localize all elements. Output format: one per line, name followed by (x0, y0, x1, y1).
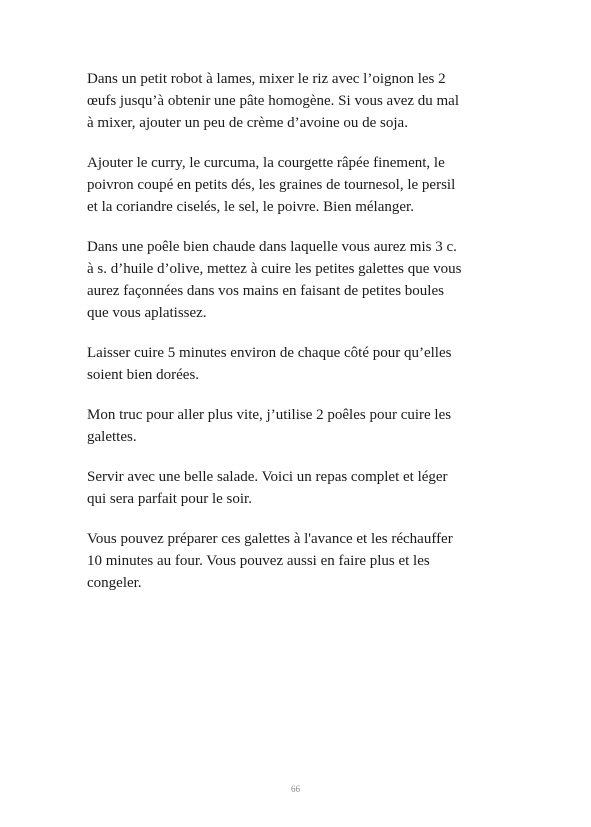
paragraph-serving: Servir avec une belle salade. Voici un repas complet et léger qui sera parfait pour le soir. (87, 469, 448, 507)
paragraph-cooking-time: Laisser cuire 5 minutes environ de chaque côté pour qu’elles soient bien dorées. (87, 345, 452, 383)
paragraph-cooking: Dans une poêle bien chaude dans laquelle vous aurez mis 3 c. à s. d’huile d’olive, mettez à cuire les petites galettes que vous aurez façonnées dans vos mains en faisant de petites boules que vous aplatissez. (87, 239, 462, 321)
page-number: 66 (291, 784, 300, 794)
paragraph-ingredients: Ajouter le curry, le curcuma, la courgette râpée finement, le poivron coupé en petits dés, les graines de tournesol, le persil et la coriandre ciselés, le sel, le poivre. Bien mélanger. (87, 155, 456, 215)
recipe-instructions (87, 68, 505, 612)
paragraph-preparation-ahead: Vous pouvez préparer ces galettes à l'avance et les réchauffer 10 minutes au four. Vous pouvez aussi en faire plus et les congeler. (87, 531, 453, 591)
paragraph-mixing: Dans un petit robot à lames, mixer le riz avec l’oignon les 2 œufs jusqu’à obtenir une pâte homogène. Si vous avez du mal à mixer, ajouter un peu de crème d’avoine ou de soja. (87, 71, 459, 131)
paragraph-tip: Mon truc pour aller plus vite, j’utilise 2 poêles pour cuire les galettes. (87, 407, 452, 445)
